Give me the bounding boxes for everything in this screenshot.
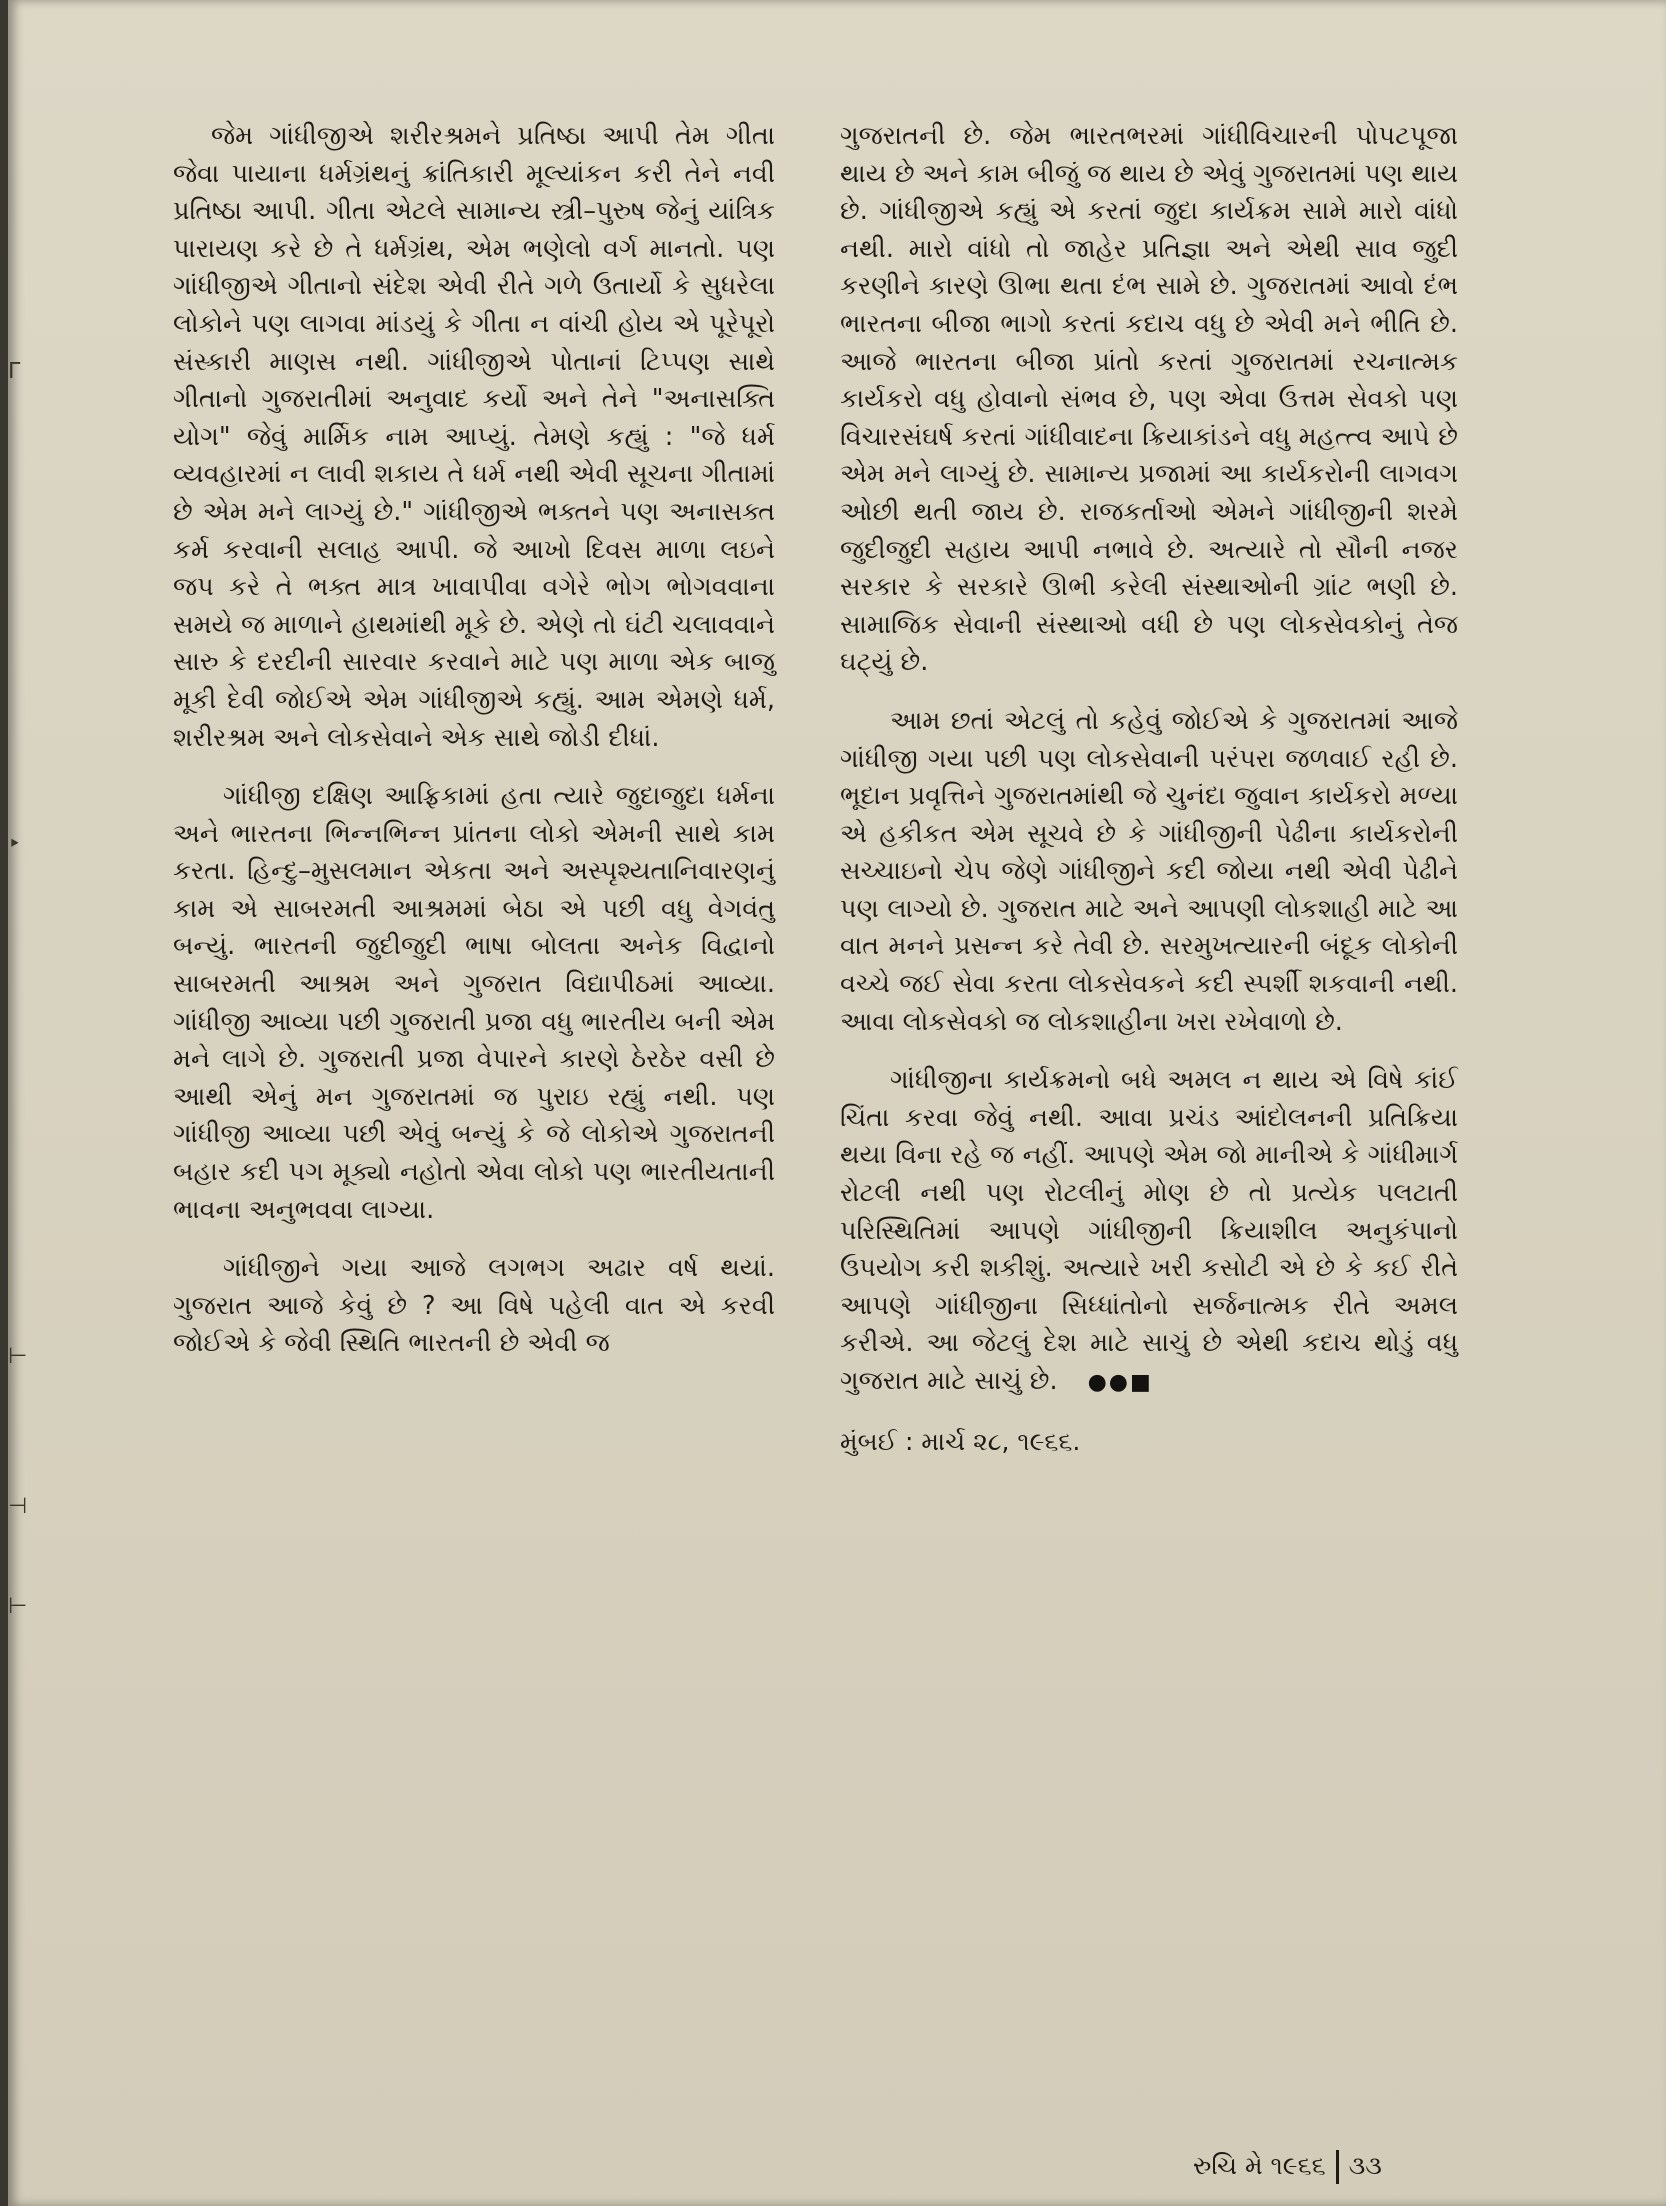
binding-mark: ⊢ — [8, 1344, 28, 1369]
binding-mark: ‣ — [8, 832, 21, 857]
page-footer — [1193, 2150, 1382, 2184]
magazine-page — [8, 0, 1666, 2206]
end-of-article-mark: ●●■ — [1087, 1370, 1153, 1395]
paragraph: ગાંધીજીને ગયા આજે લગભગ અઢાર વર્ષ થયાં. ગુજરાત આજે કેવું છે ? આ વિષે પહેલી વાત એ કરવી જોઈએ કે જેવી સ્થિતિ ભારતની છે એવી જ — [173, 1253, 775, 1359]
paragraph: ગુજરાતની છે. જેમ ભારતભરમાં ગાંધીવિચારની પોપટપૂજા થાય છે અને કામ બીજું જ થાય છે એવું ગુજરાતમાં પણ થાય છે. ગાંધીજીએ કહ્યું એ કરતાં જુદા કાર્યક્રમ સામે મારો વાંધો નથી. મારો વાંધો તો જાહેર પ્રતિજ્ઞા અને એથી સાવ જુદી કરણીને કારણે ઊભા થતા દંભ સામે છે. ગુજરાતમાં આવો દંભ ભારતના બીજા ભાગો કરતાં કદાચ વધુ છે એવી મને ભીતિ છે. આજે ભારતના બીજા પ્રાંતો કરતાં ગુજરાતમાં રચનાત્મક કાર્યકરો વધુ હોવાનો સંભવ છે, પણ એવા ઉત્તમ સેવકો પણ વિચારસંઘર્ષ કરતાં ગાંધીવાદના ક્રિયાકાંડને વધુ મહત્ત્વ આપે છે એમ મને લાગ્યું છે. સામાન્ય પ્રજામાં આ કાર્યકરોની લાગવગ ઓછી થતી જાય છે. રાજકર્તાઓ એમને ગાંધીજીની શરમે જુદીજુદી સહાય આપી નભાવે છે. અત્યારે તો સૌની નજર સરકાર કે સરકારે ઊભી કરેલી સંસ્થાઓની ગ્રાંટ ભણી છે. સામાજિક સેવાની સંસ્થાઓ વધી છે પણ લોકસેવકોનું તેજ ઘટ્યું છે. — [840, 121, 1458, 678]
issue-date: મે ૧૯૬૬ — [1244, 2151, 1326, 2180]
paragraph — [840, 1062, 1458, 1401]
binding-mark: ᒥ — [8, 359, 21, 384]
right-column — [840, 118, 1458, 1460]
magazine-name: રુચિ — [1193, 2151, 1237, 2180]
signature-dateline: મુંબઈ : માર્ચ ૨૮, ૧૯૬૬. — [840, 1426, 1081, 1456]
page-number: ૩૩ — [1348, 2151, 1382, 2180]
footer-divider — [1336, 2150, 1339, 2184]
paragraph: આમ છતાં એટલું તો કહેવું જોઈએ કે ગુજરાતમાં આજે ગાંધીજી ગયા પછી પણ લોકસેવાની પરંપરા જળવાઈ રહી છે. ભૂદાન પ્રવૃત્તિને ગુજરાતમાંથી જે ચુનંદા જુવાન કાર્યકરો મળ્યા એ હકીકત એમ સૂચવે છે કે ગાંધીજીની પેઢીના કાર્યકરોની સચ્ચાઇનો ચેપ જેણે ગાંધીજીને કદી જોયા નથી એવી પેઢીને પણ લાગ્યો છે. ગુજરાત માટે અને આપણી લોકશાહી માટે આ વાત મનને પ્રસન્ન કરે તેવી છે. સરમુખત્યારની બંદૂક લોકોની વચ્ચે જઈ સેવા કરતા લોકસેવકને કદી સ્પર્શી શકવાની નથી. આવા લોકસેવકો જ લોકશાહીના ખરા રખેવાળો છે. — [840, 705, 1458, 1037]
binding-mark: ⊢ — [8, 1594, 28, 1619]
binding-mark: ⊣ — [8, 1494, 28, 1519]
paragraph: ગાંધીજી દક્ષિણ આફ્રિકામાં હતા ત્યારે જુદાજુદા ધર્મના અને ભારતના ભિન્નભિન્ન પ્રાંતના લોકો એમની સાથે કામ કરતા. હિન્દુ–મુસલમાન એકતા અને અસ્પૃશ્યતાનિવારણનું કામ એ સાબરમતી આશ્રમમાં બેઠા એ પછી વધુ વેગવંતુ બન્યું. ભારતની જુદીજુદી ભાષા બોલતા અનેક વિદ્વાનો સાબરમતી આશ્રમ અને ગુજરાત વિદ્યાપીઠમાં આવ્યા. ગાંધીજી આવ્યા પછી ગુજરાતી પ્રજા વધુ ભારતીય બની એમ મને લાગે છે. ગુજરાતી પ્રજા વેપારને કારણે ઠેરઠેર વસી છે આથી એનું મન ગુજરાતમાં જ પુરાઇ રહ્યું નથી. પણ ગાંધીજી આવ્યા પછી એવું બન્યું કે જે લોકોએ ગુજરાતની બહાર કદી પગ મૂક્યો નહોતો એવા લોકો પણ ભારતીયતાની ભાવના અનુભવવા લાગ્યા. — [173, 781, 775, 1225]
paragraph-text: ગાંધીજીના કાર્યક્રમનો બધે અમલ ન થાય એ વિષે કાંઈ ચિંતા કરવા જેવું નથી. આવા પ્રચંડ આંદોલનની પ્રતિક્રિયા થયા વિના રહે જ નહીં. આપણે એમ જો માનીએ કે ગાંધીમાર્ગ રોટલી નથી પણ રોટલીનું મોણ છે તો પ્રત્યેક પલટાતી પરિસ્થિતિમાં આપણે ગાંધીજીની ક્રિયાશીલ અનુકંપાનો ઉપયોગ કરી શકીશું. અત્યારે ખરી કસોટી એ છે કે કઈ રીતે આપણે ગાંધીજીના સિધ્ધાંતોનો સર્જનાત્મક રીતે અમલ કરીએ. આ જેટલું દેશ માટે સાચું છે એથી કદાચ થોડું વધુ ગુજરાત માટે સાચું છે. — [840, 1065, 1458, 1396]
left-column — [173, 118, 775, 1384]
paragraph: જેમ ગાંધીજીએ શરીરશ્રમને પ્રતિષ્ઠા આપી તેમ ગીતા જેવા પાયાના ધર્મગ્રંથનું ક્રાંતિકારી મૂલ્યાંકન કરી તેને નવી પ્રતિષ્ઠા આપી. ગીતા એટલે સામાન્ય સ્ત્રી–પુરુષ જેનું યાંત્રિક પારાયણ કરે છે તે ધર્મગ્રંથ, એમ ભણેલો વર્ગ માનતો. પણ ગાંધીજીએ ગીતાનો સંદેશ એવી રીતે ગળે ઉતાર્યો કે સુધરેલા લોકોને પણ લાગવા માંડયું કે ગીતા ન વાંચી હોય એ પૂરેપૂરો સંસ્કારી માણસ નથી. ગાંધીજીએ પોતાનાં ટિપ્પણ સાથે ગીતાનો ગુજરાતીમાં અનુવાદ કર્યો અને તેને "અનાસક્તિ યોગ" જેવું માર્મિક નામ આપ્યું. તેમણે કહ્યું : "જે ધર્મ વ્યવહારમાં ન લાવી શકાય તે ધર્મ નથી એવી સૂચના ગીતામાં છે એમ મને લાગ્યું છે." ગાંધીજીએ ભક્તને પણ અનાસક્ત કર્મ કરવાની સલાહ આપી. જે આખો દિવસ માળા લઇને જપ કરે તે ભક્ત માત્ર ખાવાપીવા વગેરે ભોગ ભોગવવાના સમયે જ માળાને હાથમાંથી મૂકે છે. એણે તો ઘંટી ચલાવવાને સારુ કે દરદીની સારવાર કરવાને માટે પણ માળા એક બાજુ મૂકી દેવી જોઈએ એમ ગાંધીજીએ કહ્યું. આમ એમણે ધર્મ, શરીરશ્રમ અને લોકસેવાને એક સાથે જોડી દીધાં. — [173, 121, 775, 753]
